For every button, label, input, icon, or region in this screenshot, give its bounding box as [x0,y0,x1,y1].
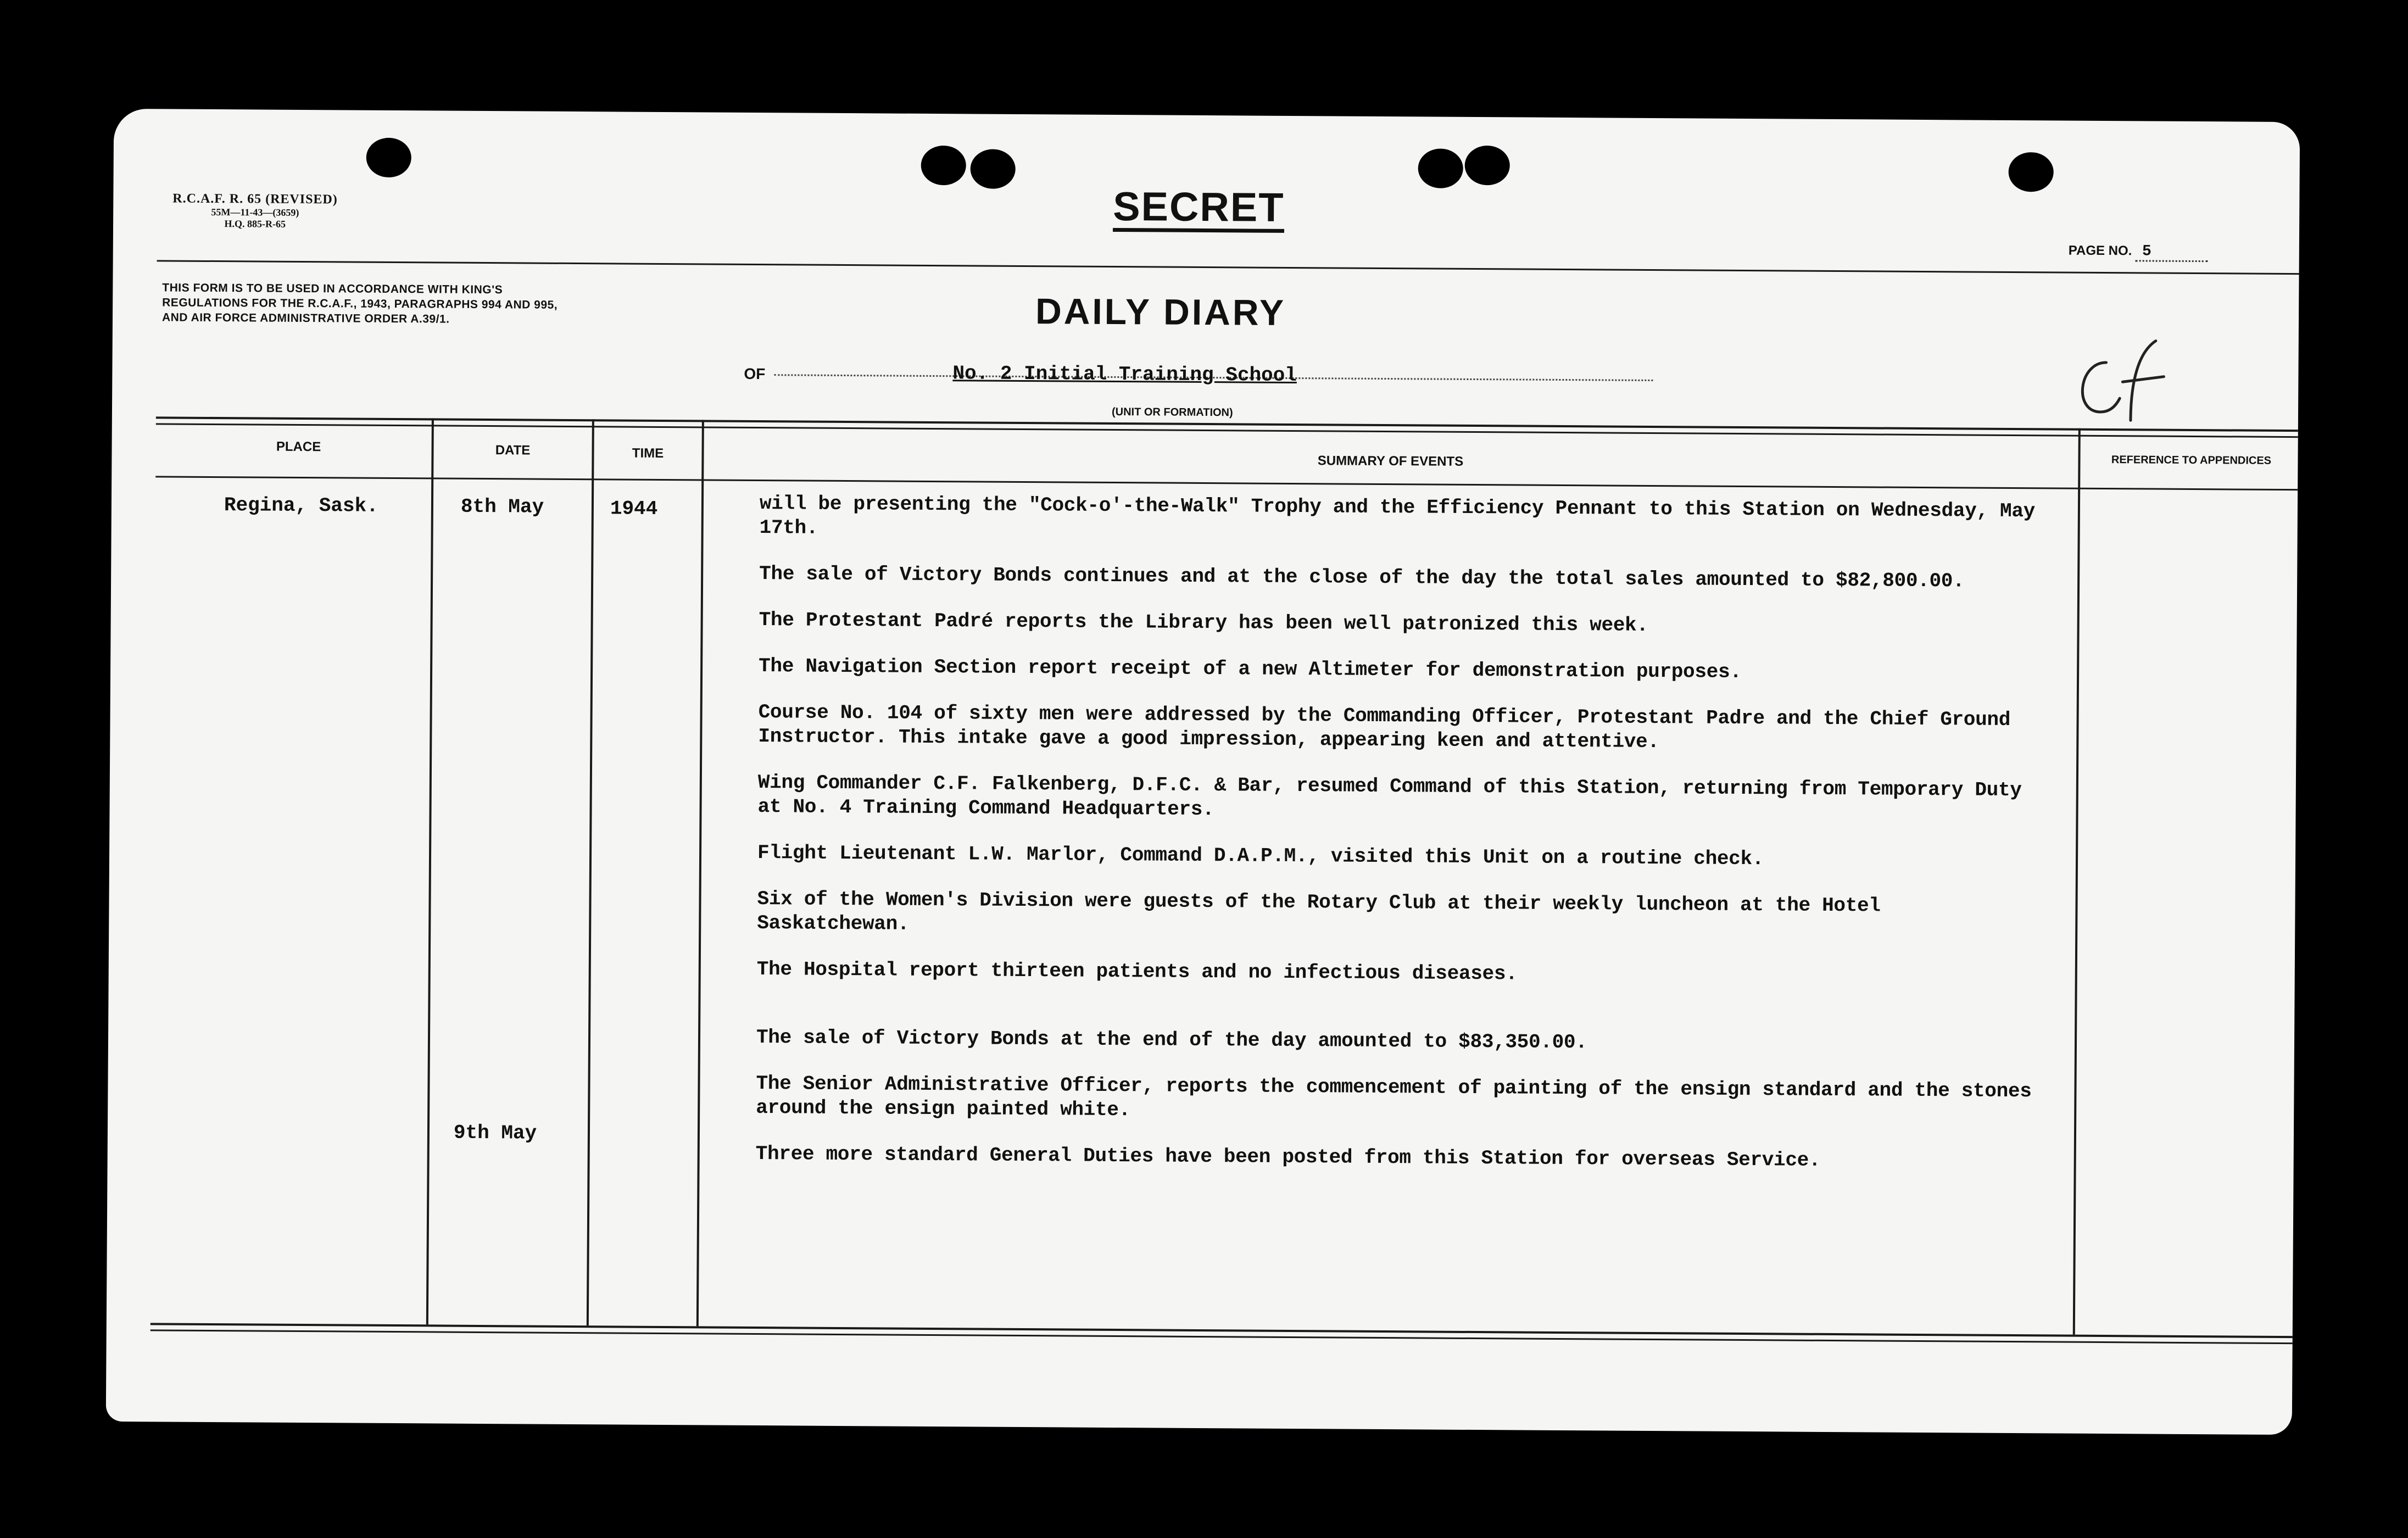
diary-entry: Six of the Women's Division were guests of the Rotary Club at their weekly luncheon at the Hotel Saskatchewan. [757,888,1881,935]
diary-entry: The Senior Administrative Officer, reports the commencement of painting of the ensign standard and the stones around the ensign painted white. [756,1072,2032,1122]
handwritten-mark [2067,330,2189,423]
punch-hole [2008,152,2053,192]
form-ref-line3: H.Q. 885-R-65 [224,218,286,230]
diary-entry: The sale of Victory Bonds at the end of the day amounted to $83,350.00. [756,1026,1587,1054]
form-reference [172,192,338,231]
date-cell: 9th May [453,1121,537,1145]
table-top-rule-2 [156,423,2300,438]
column-divider [426,418,434,1324]
diary-entry: will be presenting the "Cock-o'-the-Walk" Trophy and the Efficiency Pennant to this Station on Wednesday, May 17th. [759,492,2036,539]
column-header-time: TIME [632,445,664,461]
header-bottom-rule [155,476,2300,491]
diary-entry: The Navigation Section report receipt of a new Altimeter for demonstration purposes. [759,655,1742,683]
punch-hole [1418,148,1463,188]
table-bottom-rule-2 [150,1329,2300,1344]
column-header-reference: REFERENCE TO APPENDICES [2111,454,2272,467]
unit-caption: (UNIT OR FORMATION) [1111,405,1233,419]
classification-heading: SECRET [1113,186,1285,233]
diary-entry: The sale of Victory Bonds continues and at the close of the day the total sales amounted to $82,800.00. [759,562,1965,593]
of-label: OF [744,365,766,383]
diary-entry: Course No. 104 of sixty men were addressed by the Commanding Officer, Protestant Padre and the Chief Ground Instructor. This intake gave a good impression, appearing keen and attentive. [758,701,2011,754]
column-divider [587,419,594,1325]
summary-of-events [755,492,2039,1196]
place-cell: Regina, Sask. [224,494,378,517]
page-title: DAILY DIARY [1035,291,1286,333]
date-cell: 8th May [460,495,544,519]
header-rule [157,260,2300,275]
time-cell: 1944 [610,497,658,520]
page-number-label: PAGE NO. [2068,243,2132,259]
diary-entry: The Hospital report thirteen patients and no infectious diseases. [756,958,1518,985]
diary-entry: Flight Lieutenant L.W. Marlor, Command D.A.P.M., visited this Unit on a routine check. [757,842,1764,871]
punch-hole [921,146,966,185]
form-ref-line1: R.C.A.F. R. 65 (REVISED) [172,191,338,207]
column-divider [696,420,704,1326]
diary-entry: Three more standard General Duties have been posted from this Station for overseas Service. [755,1143,1821,1172]
diary-card [106,109,2300,1435]
punch-hole [1465,146,1510,185]
form-instructions: THIS FORM IS TO BE USED IN ACCORDANCE WITH KING'S REGULATIONS FOR THE R.C.A.F., 1943, PARAGRAPHS 994 AND 995, AND AIR FORCE ADMINISTRATIVE ORDER A.39/1. [161,281,558,326]
diary-entry: The Protestant Padré reports the Library has been well patronized this week. [759,609,1648,637]
unit-name: No. 2 Initial Training School [952,362,1297,387]
column-header-summary: SUMMARY OF EVENTS [1317,453,1464,469]
form-ref-line2: 55M—11-43—(3659) [211,206,299,218]
punch-hole [970,149,1015,188]
punch-hole [366,138,411,177]
page-number-value: 5 [2136,243,2208,262]
column-divider [2073,428,2081,1335]
column-header-date: DATE [495,443,531,458]
page-number [2069,243,2208,263]
column-header-place: PLACE [276,439,321,455]
diary-entry: Wing Commander C.F. Falkenberg, D.F.C. & Bar, resumed Command of this Station, returning from Temporary Duty at No. 4 Training Command Headquarters. [757,771,2022,821]
